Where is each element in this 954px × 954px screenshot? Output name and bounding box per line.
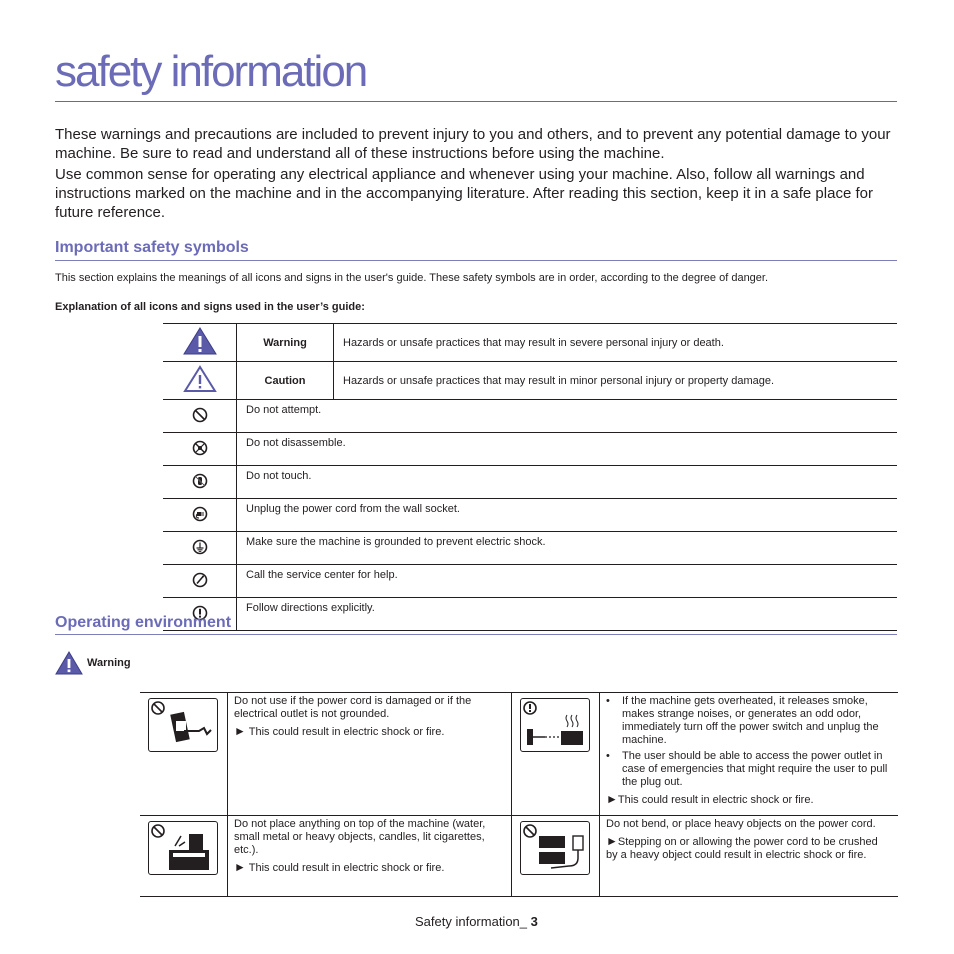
no-disassemble-icon xyxy=(163,433,237,466)
consequence-text: This could result in electric shock or fire. xyxy=(248,862,445,874)
symbol-row-warning xyxy=(163,324,897,362)
environment-warning-marker xyxy=(55,651,131,675)
symbol-row xyxy=(163,433,897,466)
symbol-row xyxy=(163,532,897,565)
section-heading-operating-environment: Operating environment xyxy=(55,614,232,631)
symbol-description: Unplug the power cord from the wall socket. xyxy=(237,499,898,532)
section-divider xyxy=(55,634,897,635)
environment-illustration xyxy=(140,693,228,816)
symbol-description: Follow directions explicitly. xyxy=(237,598,898,631)
environment-illustration xyxy=(512,693,600,816)
symbol-description: Do not attempt. xyxy=(237,400,898,433)
consequence-text: Stepping on or allowing the power cord to be crushed by a heavy object could result in electric shock or fire. xyxy=(606,836,878,861)
bent-cord-icon xyxy=(520,821,590,875)
warning-filled-triangle-icon xyxy=(163,324,237,362)
symbol-description: Make sure the machine is grounded to prevent electric shock. xyxy=(237,532,898,565)
footer-label: Safety information_ xyxy=(415,914,528,929)
symbols-subheading: Explanation of all icons and signs used in the user’s guide: xyxy=(55,301,365,313)
list-item: • The user should be able to access the power outlet in case of emergencies that might require the user to pull the plug out. xyxy=(622,750,892,789)
no-touch-icon xyxy=(163,466,237,499)
consequence-text: This could result in electric shock or fire. xyxy=(617,794,814,806)
environment-instruction: Do not bend, or place heavy objects on the power cord. xyxy=(606,818,876,830)
list-item: • If the machine gets overheated, it releases smoke, makes strange noises, or generates an odd odor, immediately turn off the power switch and unplug the machine. xyxy=(622,695,892,747)
symbol-row xyxy=(163,565,897,598)
title-divider xyxy=(55,101,897,102)
unplug-icon xyxy=(163,499,237,532)
prohibited-icon xyxy=(163,400,237,433)
environment-bullet-list xyxy=(606,695,892,789)
environment-warning-label: Warning xyxy=(87,657,131,669)
environment-illustration xyxy=(140,816,228,897)
symbol-row xyxy=(163,466,897,499)
environment-instruction: Do not use if the power cord is damaged or if the electrical outlet is not grounded. xyxy=(234,695,472,720)
consequence-text: This could result in electric shock or fire. xyxy=(248,726,445,738)
ground-icon xyxy=(163,532,237,565)
operating-environment-table xyxy=(140,692,898,897)
objects-on-machine-icon xyxy=(148,821,218,875)
symbol-description: Hazards or unsafe practices that may result in minor personal injury or property damage. xyxy=(334,362,898,400)
section-heading-safety-symbols: Important safety symbols xyxy=(55,239,249,256)
symbol-row xyxy=(163,400,897,433)
symbol-row xyxy=(163,499,897,532)
environment-row xyxy=(140,816,898,897)
intro-paragraph-1: These warnings and precautions are included to prevent injury to you and others, and to prevent any potential damage to your machine. Be sure to read and understand all of these instructions before using the machine. xyxy=(55,126,891,162)
environment-consequence: ► This could result in electric shock or fire. xyxy=(234,724,445,738)
service-call-icon xyxy=(163,565,237,598)
overheated-machine-icon xyxy=(520,698,590,752)
environment-consequence: ►Stepping on or allowing the power cord to be crushed by a heavy object could result in electric shock or fire. xyxy=(606,834,878,861)
symbol-description: Hazards or unsafe practices that may result in severe personal injury or death. xyxy=(334,324,898,362)
symbols-description: This section explains the meanings of all icons and signs in the user's guide. These safety symbols are in order, according to the degree of danger. xyxy=(55,272,769,284)
symbol-description: Do not disassemble. xyxy=(237,433,898,466)
page-title: safety information xyxy=(55,47,367,96)
environment-consequence: ►This could result in electric shock or fire. xyxy=(606,792,814,806)
environment-text-cell xyxy=(600,693,899,816)
environment-illustration xyxy=(512,816,600,897)
symbol-label: Caution xyxy=(237,362,334,400)
section-divider xyxy=(55,260,897,261)
symbol-description: Do not touch. xyxy=(237,466,898,499)
environment-text-cell xyxy=(600,816,899,897)
environment-text-cell xyxy=(228,693,512,816)
caution-outline-triangle-icon xyxy=(163,362,237,400)
symbol-label: Warning xyxy=(237,324,334,362)
page-footer xyxy=(415,914,538,929)
damaged-power-cord-icon xyxy=(148,698,218,752)
environment-consequence: ► This could result in electric shock or fire. xyxy=(234,860,445,874)
environment-text-cell xyxy=(228,816,512,897)
environment-row xyxy=(140,693,898,816)
warning-filled-triangle-icon xyxy=(55,651,83,675)
intro-paragraph-2: Use common sense for operating any electrical appliance and whenever using your machine. Also, follow all warnings and instructions marked on the machine and in the accompanying literature. After reading this section, keep it in a safe place for future reference. xyxy=(55,166,873,221)
symbol-description: Call the service center for help. xyxy=(237,565,898,598)
safety-symbols-table xyxy=(163,323,897,631)
environment-instruction: Do not place anything on top of the machine (water, small metal or heavy objects, candles, lit cigarettes, etc.). xyxy=(234,818,486,856)
symbol-row xyxy=(163,598,897,631)
symbol-row-caution xyxy=(163,362,897,400)
page-number: 3 xyxy=(530,914,538,929)
